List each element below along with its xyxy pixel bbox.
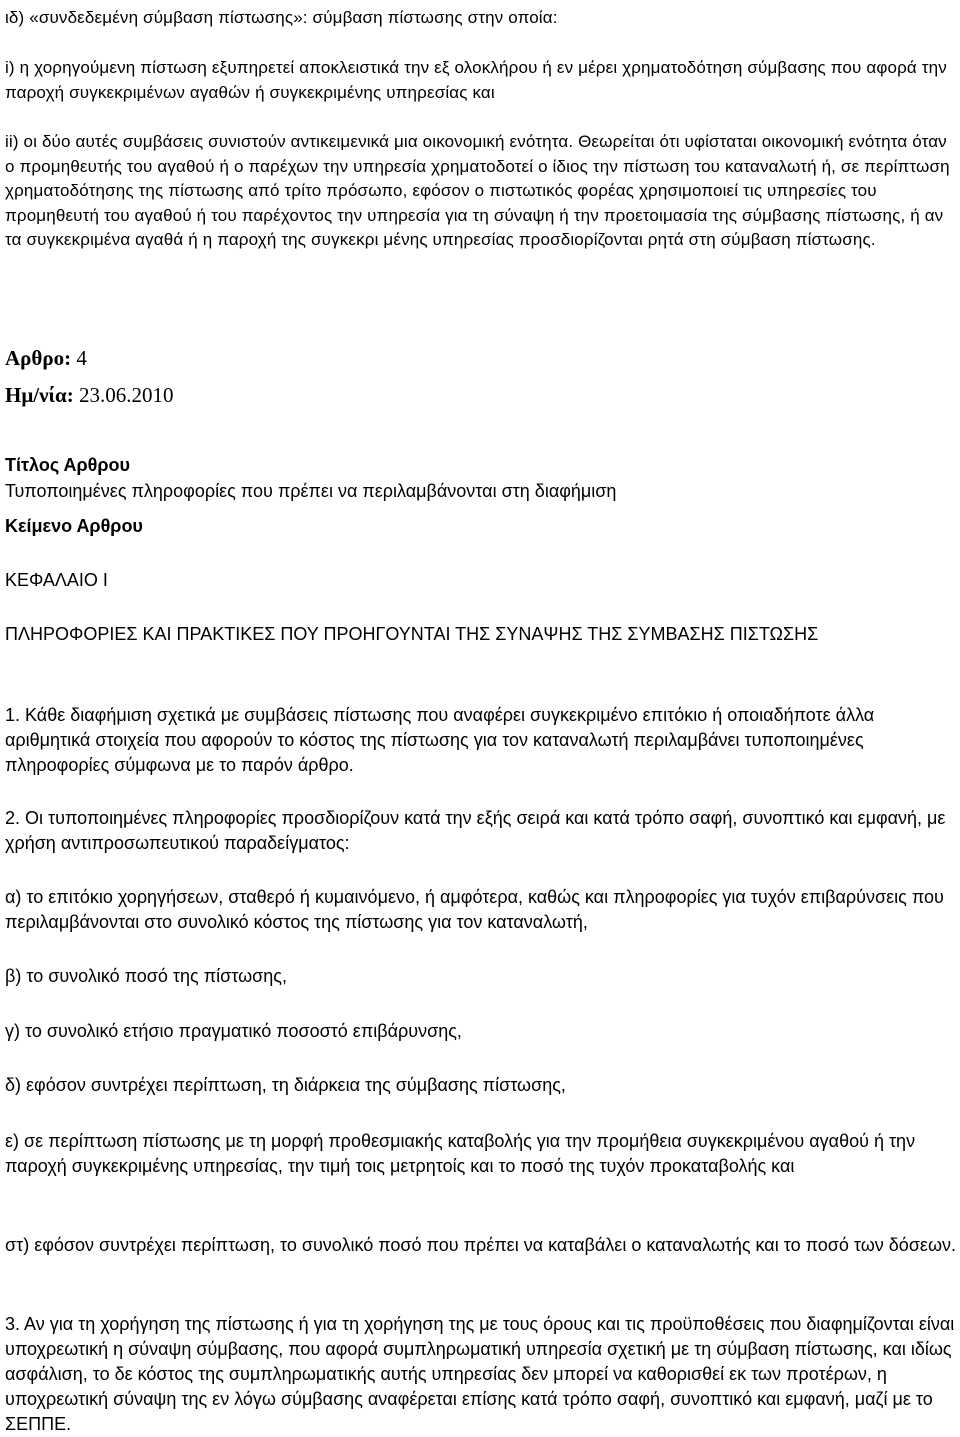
article-title-text: Τυποποιημένες πληροφορίες που πρέπει να περιλαμβάνονται στη διαφήμιση xyxy=(5,481,617,501)
item-stigma: στ) εφόσον συντρέχει περίπτωση, το συνολικό ποσό που πρέπει να καταβάλει ο καταναλωτής και το ποσό των δόσεων. xyxy=(5,1235,957,1255)
definition-line: ιδ) «συνδεδεμένη σύμβαση πίστωσης»: σύμβαση πίστωσης στην οποία: xyxy=(5,8,558,27)
item-beta: β) το συνολικό ποσό της πίστωσης, xyxy=(5,966,287,986)
chapter-heading: ΚΕΦΑΛΑΙΟ Ι xyxy=(5,570,108,590)
chapter-title: ΠΛΗΡΟΦΟΡΙΕΣ ΚΑΙ ΠΡΑΚΤΙΚΕΣ ΠΟΥ ΠΡΟΗΓΟΥΝΤΑΙ ΤΗΣ ΣΥΝΑΨΗΣ ΤΗΣ ΣΥΜΒΑΣΗΣ ΠΙΣΤΩΣΗΣ xyxy=(5,624,819,644)
paragraph-2: 2. Οι τυποποιημένες πληροφορίες προσδιορίζουν κατά την εξής σειρά και κατά τρόπο σαφή, συνοπτικό και εμφανή, με χρήση αντιπροσωπευτικού παραδείγματος: xyxy=(5,808,946,853)
definition-item-i: i) η χορηγούμενη πίστωση εξυπηρετεί αποκλειστικά την εξ ολοκλήρου ή εν μέρει χρηματοδότηση σύμβασης που αφορά την παροχή συγκεκριμένων αγαθών ή συγκεκριμένης υπηρεσίας και xyxy=(5,58,947,102)
paragraph-1: 1. Κάθε διαφήμιση σχετικά με συμβάσεις πίστωσης που αναφέρει συγκεκριμένο επιτόκιο ή οποιαδήποτε άλλα αριθμητικά στοιχεία που αφορούν το κόστος της πίστωσης για τον καταναλωτή περιλαμβάνει τυποποιημένες πληροφορίες σύμφωνα με το παρόν άρθρο. xyxy=(5,705,875,775)
item-delta: δ) εφόσον συντρέχει περίπτωση, τη διάρκεια της σύμβασης πίστωσης, xyxy=(5,1075,566,1095)
definition-item-ii: ii) οι δύο αυτές συμβάσεις συνιστούν αντικειμενικά μια οικονομική ενότητα. Θεωρείται ότι υφίσταται οικονομική ενότητα όταν ο προμηθευτής του αγαθού ή ο παρέχων την υπηρεσία χρηματοδοτεί ο ίδιος την πίστωση του καταναλωτή ή, σε περίπτωση χρηματοδότησης της πίστωσης από τρίτο πρόσωπο, εφόσον ο πιστωτικός φορέας χρησιμοποιεί τις υπηρεσίες του προμηθευτή του αγαθού ή του παρέχοντος την υπηρεσία για τη σύναψη ή την προετοιμασία της σύμβασης πίστωσης, ή αν τα συγκεκριμένα αγαθά ή η παροχή της συγκεκρι μένης υπηρεσίας προσδιορίζονται ρητά στη σύμβαση πίστωσης. xyxy=(5,132,950,249)
article-number-value: 4 xyxy=(76,346,87,370)
item-alpha: α) το επιτόκιο χορηγήσεων, σταθερό ή κυμαινόμενο, ή αμφότερα, καθώς και πληροφορίες για τυχόν επιβαρύνσεις που περιλαμβάνονται στο συνολικό κόστος της πίστωσης για τον καταναλωτή, xyxy=(5,887,944,932)
article-date-label: Ημ/νία: xyxy=(5,383,74,407)
article-number-label: Αρθρο: xyxy=(5,346,72,370)
article-number xyxy=(5,340,87,376)
item-epsilon: ε) σε περίπτωση πίστωσης με τη μορφή προθεσμιακής καταβολής για την προμήθεια συγκεκριμένου αγαθού ή την παροχή συγκεκριμένης υπηρεσίας, την τιμή τοις μετρητοίς και το ποσό της τυχόν προκαταβολής και xyxy=(5,1131,916,1176)
paragraph-3: 3. Αν για τη χορήγηση της πίστωσης ή για τη χορήγηση της με τους όρους και τις προϋποθέσεις που διαφημίζονται είναι υποχρεωτική η σύναψη σύμβασης, που αφορά συμπληρωματική υπηρεσία σχετική με τη σύμβαση πίστωσης, και ιδίως ασφάλιση, το δε κόστος της συμπληρωματικής αυτής υπηρεσίας δεν μπορεί να καθορισθεί εκ των προτέρων, η υποχρεωτική σύναψη της εν λόγω σύμβασης αναφέρεται επίσης κατά τρόπο σαφή, συνοπτικό και εμφανή, μαζί με το ΣΕΠΠΕ. xyxy=(5,1314,955,1434)
item-gamma: γ) το συνολικό ετήσιο πραγματικό ποσοστό επιβάρυνσης, xyxy=(5,1021,462,1041)
article-title-label: Τίτλος Αρθρου xyxy=(5,455,130,475)
article-date xyxy=(5,377,173,413)
article-date-value: 23.06.2010 xyxy=(78,383,174,407)
article-text-label: Κείμενο Αρθρου xyxy=(5,516,143,536)
